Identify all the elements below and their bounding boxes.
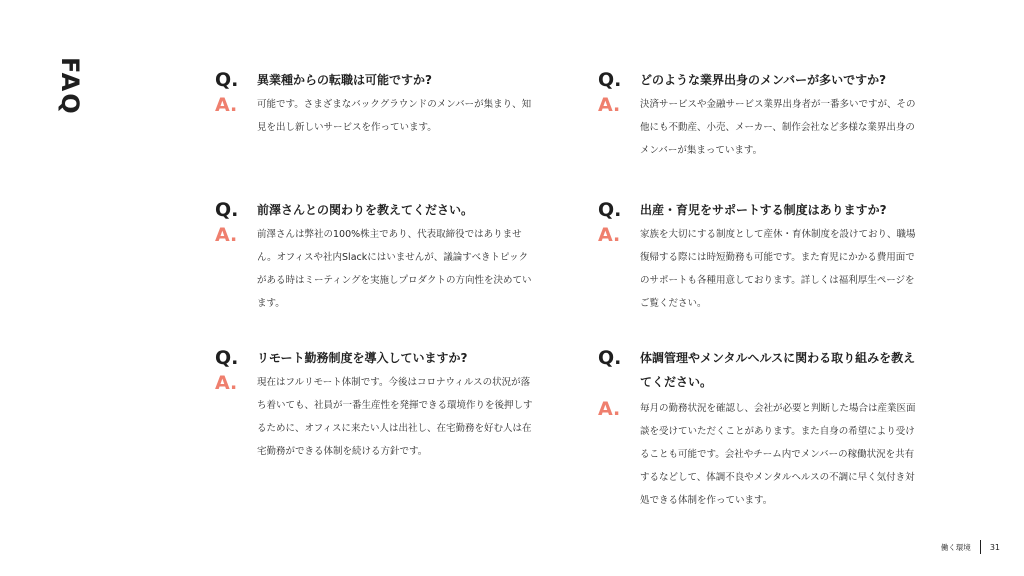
q-mark: Q. (215, 69, 239, 91)
answer-row (215, 226, 535, 315)
question-row (215, 71, 535, 92)
question-text: 体調管理やメンタルヘルスに関わる取り組みを教えてください。 (640, 351, 916, 389)
question-text: どのような業界出身のメンバーが多いですか? (640, 73, 887, 87)
answer-text: 可能です。さまざまなバックグラウンドのメンバーが集まり、知見を出し新しいサービスを作っています。 (257, 99, 532, 133)
answer-text: 決済サービスや金融サービス業界出身者が一番多いですが、その他にも不動産、小売、メーカー、制作会社など多様な業界出身のメンバーが集まっています。 (640, 99, 916, 156)
page-title: FAQ (56, 57, 84, 116)
question-row (598, 201, 918, 222)
q-mark: Q. (215, 347, 239, 369)
question-row (215, 201, 535, 222)
answer-row (215, 374, 535, 463)
faq-item (215, 349, 535, 463)
faq-item (215, 71, 535, 139)
answer-row (598, 226, 918, 315)
a-mark: A. (598, 94, 621, 116)
answer-row (215, 96, 535, 139)
question-text: 異業種からの転職は可能ですか? (257, 73, 432, 87)
answer-row (598, 400, 918, 512)
q-mark: Q. (598, 347, 622, 369)
faq-item (598, 201, 918, 315)
question-text: リモート勤務制度を導入していますか? (257, 351, 468, 365)
q-mark: Q. (598, 199, 622, 221)
faq-item (215, 201, 535, 315)
a-mark: A. (598, 398, 621, 420)
question-row (215, 349, 535, 370)
q-mark: Q. (215, 199, 239, 221)
a-mark: A. (598, 224, 621, 246)
a-mark: A. (215, 224, 238, 246)
page-number: 31 (989, 542, 1000, 552)
footer (941, 540, 1000, 554)
a-mark: A. (215, 372, 238, 394)
answer-text: 毎月の勤務状況を確認し、会社が必要と判断した場合は産業医面談を受けていただくことがあります。また自身の希望により受けることも可能です。会社やチーム内でメンバーの稼働状況を共有するなどして、体調不良やメンタルヘルスの不調に早く気付き対処できる体制を作っています。 (640, 403, 916, 506)
answer-text: 家族を大切にする制度として産休・育休制度を設けており、職場復帰する際には時短勤務も可能です。また育児にかかる費用面でのサポートも各種用意しております。詳しくは福利厚生ページをご覧ください。 (640, 229, 916, 309)
q-mark: Q. (598, 69, 622, 91)
answer-row (598, 96, 918, 162)
question-text: 出産・育児をサポートする制度はありますか? (640, 203, 887, 217)
question-row (598, 71, 918, 92)
footer-divider (980, 540, 981, 554)
question-row (598, 349, 918, 394)
faq-item (598, 71, 918, 162)
answer-text: 前澤さんは弊社の100%株主であり、代表取締役ではありません。オフィスや社内Slackにはいませんが、議論すべきトピックがある時はミーティングを実施しプロダクトの方向性を決めています。 (257, 229, 532, 309)
a-mark: A. (215, 94, 238, 116)
faq-item (598, 349, 918, 512)
question-text: 前澤さんとの関わりを教えてください。 (257, 203, 474, 217)
section-label: 働く環境 (940, 542, 971, 552)
answer-text: 現在はフルリモート体制です。今後はコロナウィルスの状況が落ち着いても、社員が一番生産性を発揮できる環境作りを後押しするために、オフィスに来たい人は出社し、在宅勤務を好む人は在宅勤務ができる体制を続ける方針です。 (257, 377, 533, 457)
